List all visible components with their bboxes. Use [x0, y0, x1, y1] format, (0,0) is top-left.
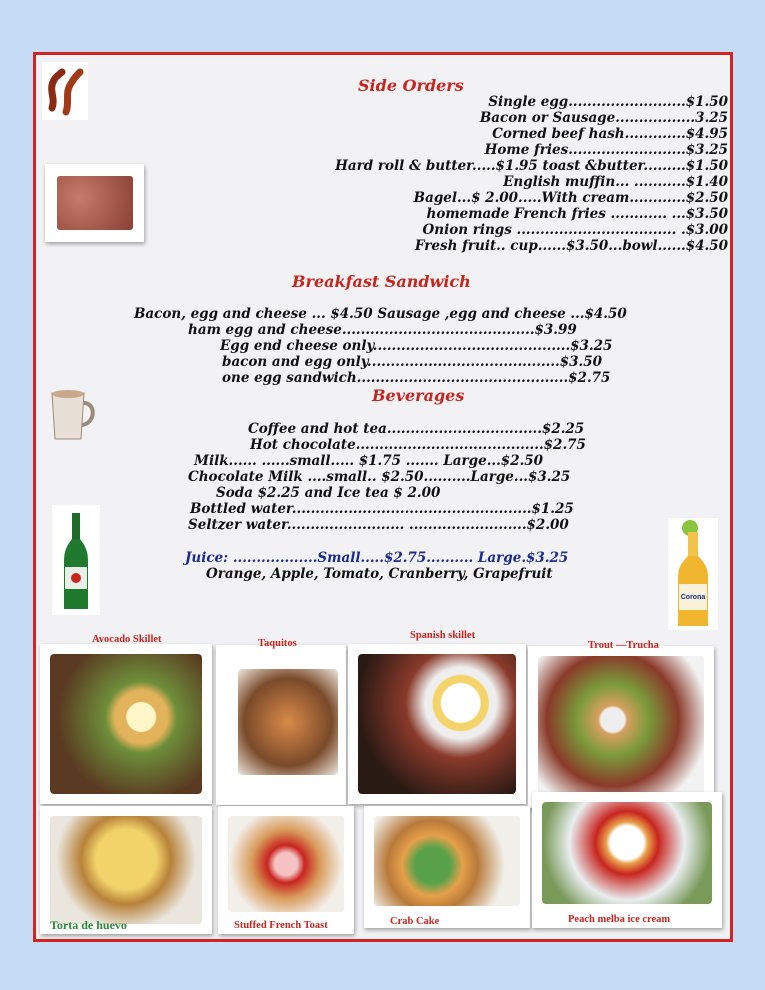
side-order-item: English muffin... ...........$1.40 — [503, 174, 728, 190]
beverage-item: Chocolate Milk ....small.. $2.50..........Large...$3.25 — [188, 469, 571, 485]
photo-avocado-skillet — [40, 644, 212, 804]
side-order-item: Single egg.........................$1.50 — [488, 94, 728, 110]
photo-caption: Avocado Skillet — [92, 634, 162, 645]
photo-caption: Torta de huevo — [50, 918, 127, 932]
photo-caption: Crab Cake — [390, 916, 440, 927]
photo-caption: Trout —Trucha — [588, 640, 659, 651]
breakfast-sandwich-heading: Breakfast Sandwich — [292, 272, 471, 291]
side-order-item: Home fries.........................$3.25 — [484, 142, 728, 158]
beer-bottle-icon — [52, 505, 100, 615]
photo-stuffed-french-toast — [218, 806, 354, 934]
photo-caption: Peach melba ice cream — [568, 914, 671, 925]
bacon-icon — [42, 62, 88, 120]
beverage-item: Hot chocolate........................................$2.75 — [250, 437, 586, 453]
photo-caption: Taquitos — [258, 638, 297, 649]
corona-bottle-icon — [668, 518, 718, 630]
beverage-item: Coffee and hot tea.................................$2.25 — [248, 421, 585, 437]
side-order-item: Onion rings .................................. .$3.00 — [422, 222, 728, 238]
side-order-item: Fresh fruit.. cup......$3.50...bowl......$4.50 — [414, 238, 728, 254]
photo-taquitos — [216, 645, 346, 805]
photo-torta-de-huevo — [40, 806, 212, 934]
sandwich-item: Bacon, egg and cheese ... $4.50 Sausage ,egg and cheese ...$4.50 — [134, 306, 627, 322]
photo-spanish-skillet — [348, 644, 526, 804]
side-order-item: homemade French fries ............ ...$3.50 — [426, 206, 728, 222]
photo-trout — [528, 646, 714, 808]
juice-line: Juice: ..................Small.....$2.75.......... Large.$3.25 — [185, 550, 569, 566]
sandwich-item: one egg sandwich.............................................$2.75 — [222, 370, 611, 386]
side-order-item: Bagel...$ 2.00.....With cream............$2.50 — [413, 190, 728, 206]
sandwich-item: bacon and egg only.........................................$3.50 — [222, 354, 603, 370]
side-order-item: Bacon or Sausage.................3.25 — [479, 110, 728, 126]
side-orders-heading: Side Orders — [358, 76, 464, 95]
beverage-item: Seltzer water......................... .........................$2.00 — [188, 517, 569, 533]
beverage-item: Milk...... ......small..... $1.75 ....... Large...$2.50 — [194, 453, 544, 469]
beverage-item: Soda $2.25 and Ice tea $ 2.00 — [216, 485, 441, 501]
side-order-item: Hard roll & butter.....$1.95 toast &butter.........$1.50 — [335, 158, 728, 174]
coffee-mug-icon — [46, 385, 98, 445]
sandwich-item: ham egg and cheese.........................................$3.99 — [188, 322, 577, 338]
sandwich-item: Egg end cheese only..........................................$3.25 — [220, 338, 613, 354]
juice-flavors: Orange, Apple, Tomato, Cranberry, Grapefruit — [206, 566, 553, 582]
photo-caption: Stuffed French Toast — [234, 920, 328, 931]
photo-peach-melba — [532, 792, 722, 928]
photo-caption: Spanish skillet — [410, 630, 476, 641]
sausage-tray-icon — [45, 164, 144, 242]
beverage-item: Bottled water...................................................$1.25 — [190, 501, 574, 517]
side-order-item: Corned beef hash.............$4.95 — [492, 126, 728, 142]
beverages-heading: Beverages — [372, 386, 465, 405]
photo-crab-cake — [364, 806, 530, 928]
svg-text:Corona: Corona — [680, 594, 706, 601]
